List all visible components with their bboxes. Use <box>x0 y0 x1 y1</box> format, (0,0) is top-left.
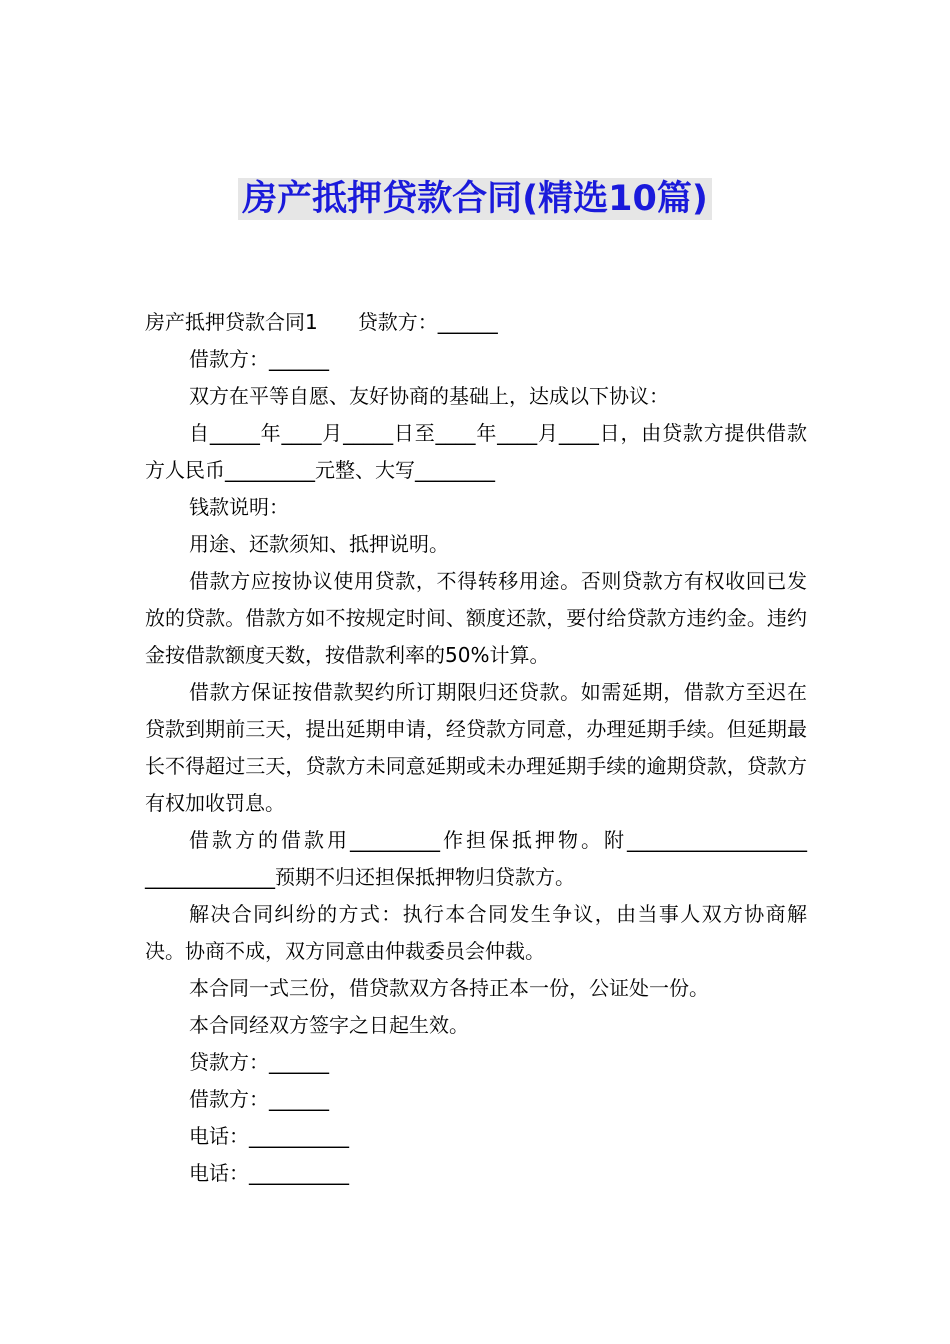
document-title: 房产抵押贷款合同(精选10篇) <box>238 178 712 220</box>
copies-clause: 本合同一式三份，借贷款双方各持正本一份，公证处一份。 <box>189 976 709 1000</box>
agreement-intro: 双方在平等自愿、友好协商的基础上，达成以下协议： <box>189 384 669 408</box>
lender-line: 贷款方：______ <box>357 310 498 334</box>
funds-note: 钱款说明： <box>189 495 289 519</box>
title-wrapper <box>0 178 950 220</box>
collateral-clause: 借款方的借款用_________作担保抵押物。附__________________ _____________预期不归还担保抵押物归贷款方。 <box>145 828 807 889</box>
phone-line-2: 电话：__________ <box>189 1161 349 1185</box>
effective-clause: 本合同经双方签字之日起生效。 <box>189 1013 469 1037</box>
usage-note: 用途、还款须知、抵押说明。 <box>189 532 449 556</box>
borrower-line: 借款方：______ <box>189 347 329 371</box>
usage-clause: 借款方应按协议使用贷款，不得转移用途。否则贷款方有权收回已发放的贷款。借款方如不按规定时间、额度还款，要付给贷款方违约金。违约金按借款额度天数，按借款利率的50%计算。 <box>145 569 807 667</box>
document-body <box>145 304 807 1192</box>
repayment-clause: 借款方保证按借款契约所订期限归还贷款。如需延期，借款方至迟在贷款到期前三天，提出延期申请，经贷款方同意，办理延期手续。但延期最长不得超过三天，贷款方未同意延期或未办理延期手续的逾期贷款，贷款方有权加收罚息。 <box>145 680 807 815</box>
dispute-clause: 解决合同纠纷的方式：执行本合同发生争议，由当事人双方协商解决。协商不成，双方同意由仲裁委员会仲裁。 <box>145 902 807 963</box>
phone-line-1: 电话：__________ <box>189 1124 349 1148</box>
contract-heading: 房产抵押贷款合同1 <box>145 310 318 334</box>
borrower-signature: 借款方：______ <box>189 1087 329 1111</box>
loan-period-paragraph: 自_____年____月_____日至____年____月____日，由贷款方提供借款方人民币_________元整、大写________ <box>145 421 807 482</box>
lender-signature: 贷款方：______ <box>189 1050 329 1074</box>
paragraph-heading <box>145 304 807 341</box>
